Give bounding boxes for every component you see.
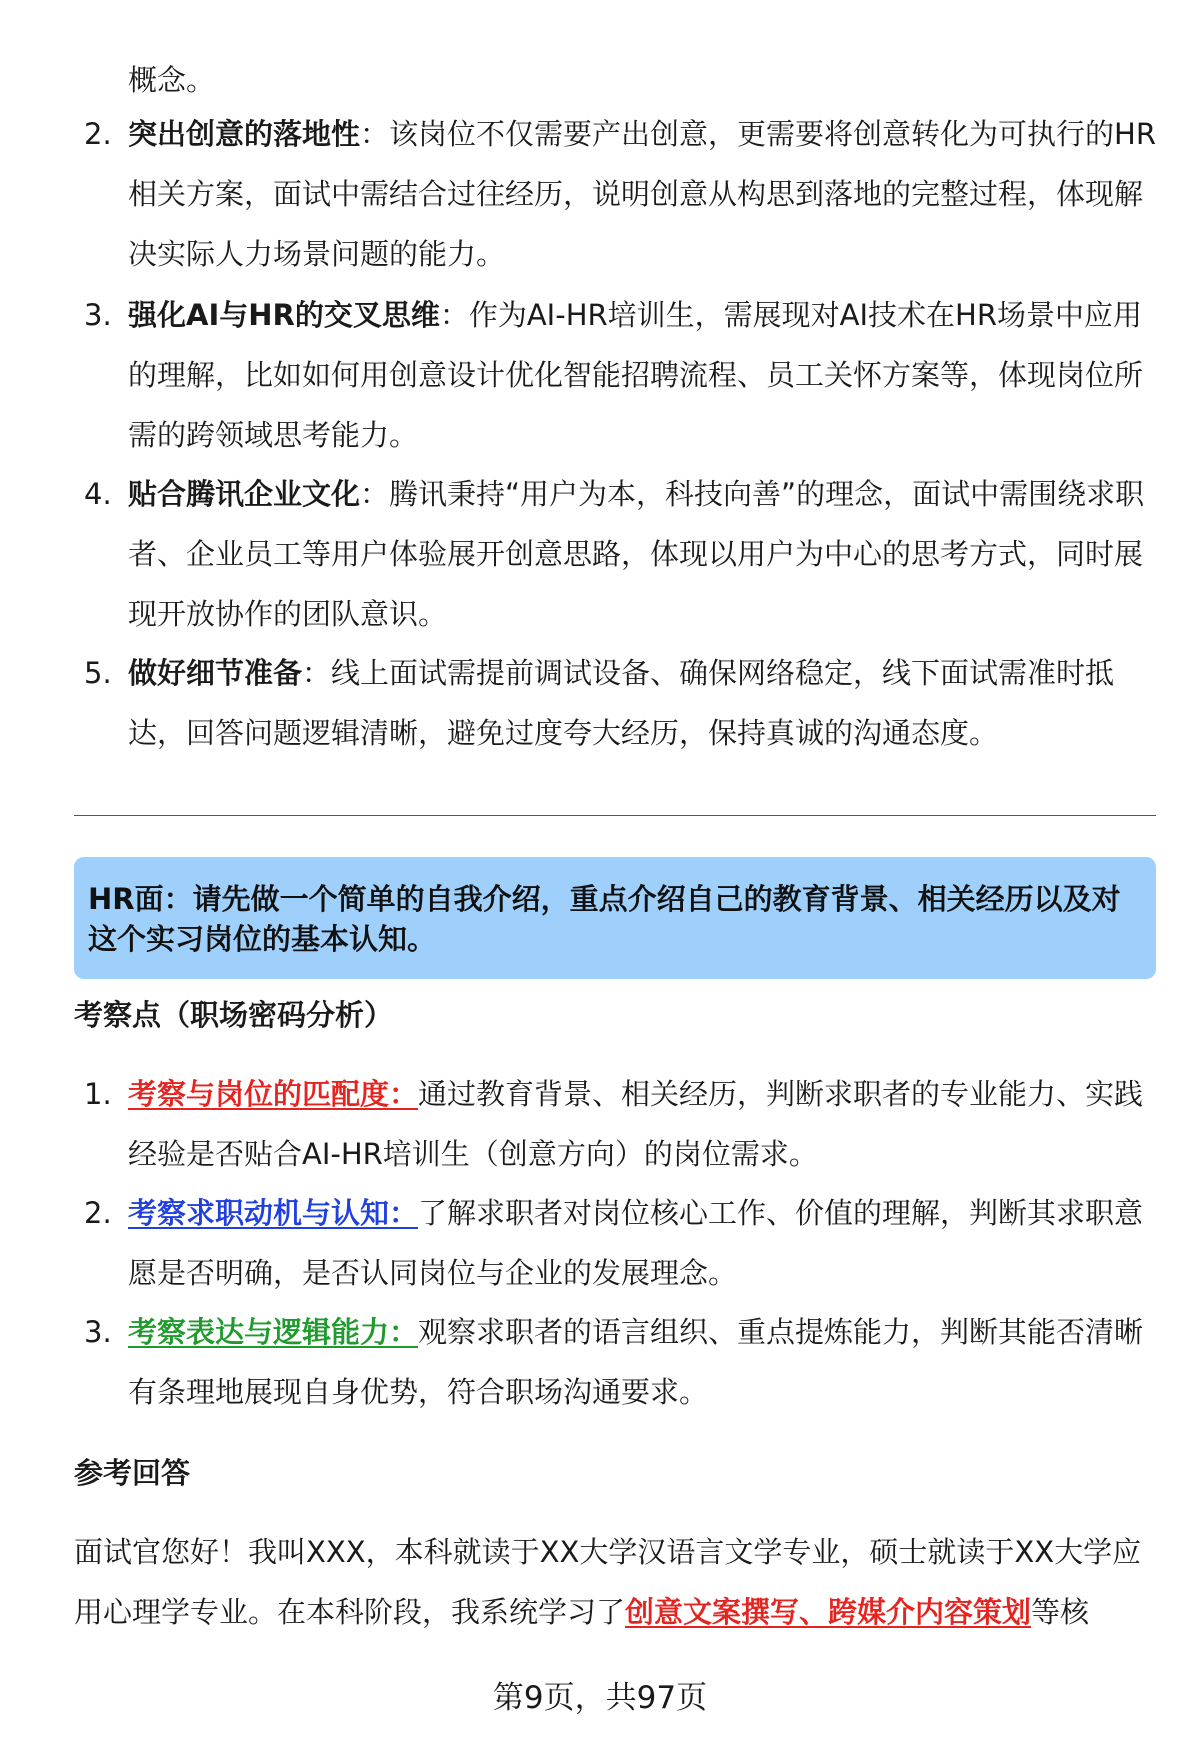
tip-text: ：作为AI-HR培训生，需展现对AI技术在HR场景中应用的理解，比如如何用创意设计优化智能招聘流程、员工关怀方案等，体现岗位所需的跨领域思考能力。	[128, 298, 1144, 452]
tip-body	[128, 285, 1158, 465]
point-text: 了解求职者对岗位核心工作、价值的理解，判断其求职意愿是否明确，是否认同岗位与企业的发展理念。	[128, 1196, 1144, 1290]
question-box	[74, 857, 1156, 979]
answer-text-tail: 等核	[1031, 1595, 1090, 1629]
point-body	[128, 1183, 1158, 1303]
answer-paragraph	[74, 1522, 1154, 1642]
tip-body	[128, 104, 1158, 284]
tip-term: 做好细节准备	[128, 656, 303, 690]
tip-body	[128, 643, 1158, 763]
tip-term: 突出创意的落地性	[128, 117, 361, 151]
answer-highlight: 创意文案撰写、跨媒介内容策划	[625, 1595, 1032, 1629]
list-number: 3.	[84, 298, 112, 332]
answer-heading: 参考回答	[74, 1456, 191, 1490]
section-divider	[74, 815, 1156, 816]
point-label: 考察求职动机与认知：	[128, 1196, 419, 1230]
points-heading: 考察点（职场密码分析）	[74, 998, 394, 1032]
list-number: 1.	[84, 1077, 112, 1111]
list-number: 3.	[84, 1315, 112, 1349]
answer-text: 面试官您好！我叫XXX，本科就读于XX大学汉语言文学专业，硕士就读于XX大学应用心理学专业。在本科阶段，我系统学习了	[74, 1535, 1142, 1629]
tip-term: 强化AI与HR的交叉思维	[128, 298, 440, 332]
point-label: 考察与岗位的匹配度：	[128, 1077, 419, 1111]
point-label: 考察表达与逻辑能力：	[128, 1315, 419, 1349]
tip-text: ：该岗位不仅需要产出创意，更需要将创意转化为可执行的HR相关方案，面试中需结合过往经历，说明创意从构思到落地的完整过程，体现解决实际人力场景问题的能力。	[128, 117, 1156, 271]
list-number: 2.	[84, 1196, 112, 1230]
page-number: 第9页，共97页	[492, 1680, 708, 1716]
tip-text: ：腾讯秉持“用户为本，科技向善”的理念，面试中需围绕求职者、企业员工等用户体验展开创意思路，体现以用户为中心的思考方式，同时展现开放协作的团队意识。	[128, 477, 1145, 631]
list-number: 2.	[84, 117, 112, 151]
list-number: 4.	[84, 477, 112, 511]
point-text: 通过教育背景、相关经历，判断求职者的专业能力、实践经验是否贴合AI-HR培训生（创意方向）的岗位需求。	[128, 1077, 1144, 1171]
tip-term: 贴合腾讯企业文化	[128, 477, 361, 511]
question-text: HR面：请先做一个简单的自我介绍，重点介绍自己的教育背景、相关经历以及对这个实习岗位的基本认知。	[88, 882, 1121, 956]
point-body	[128, 1064, 1158, 1184]
tip-body	[128, 464, 1158, 644]
previous-item-tail: 概念。	[128, 63, 216, 97]
list-number: 5.	[84, 656, 112, 690]
point-text: 观察求职者的语言组织、重点提炼能力，判断其能否清晰有条理地展现自身优势，符合职场沟通要求。	[128, 1315, 1144, 1409]
point-body	[128, 1302, 1158, 1422]
tip-text: ：线上面试需提前调试设备、确保网络稳定，线下面试需准时抵达，回答问题逻辑清晰，避免过度夸大经历，保持真诚的沟通态度。	[128, 656, 1115, 750]
